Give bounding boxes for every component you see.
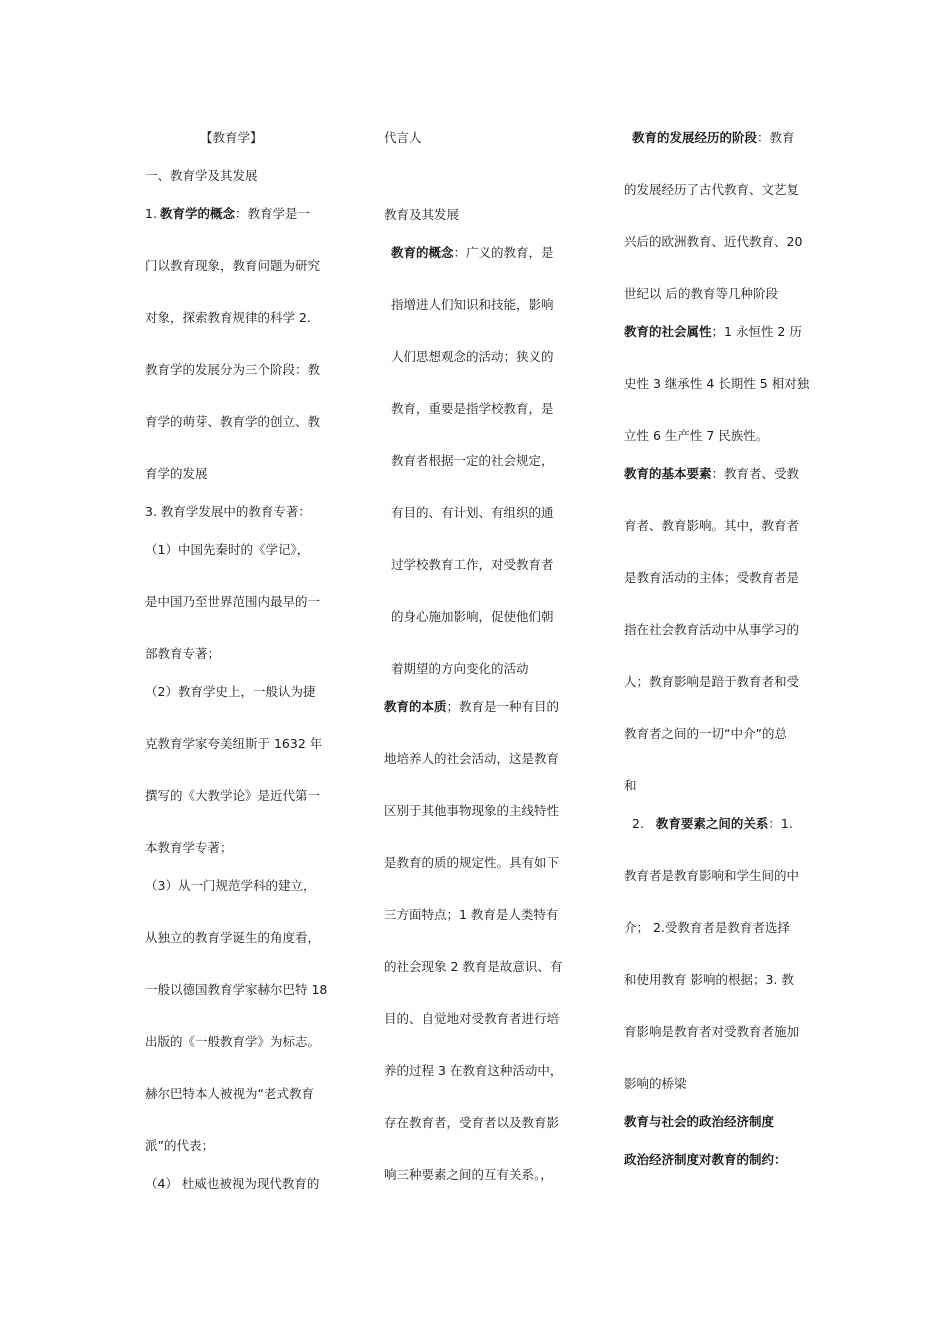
line-text: 是教育的质的规定性。具有如下 — [384, 855, 560, 870]
text-line — [624, 234, 802, 250]
line-text: 是教育活动的主体；受教育者是 — [624, 570, 800, 585]
line-text: 的社会现象 2 教育是故意识、有 — [384, 959, 563, 974]
text-line — [624, 726, 787, 742]
line-text: 养的过程 3 在教育这种活动中， — [384, 1063, 563, 1078]
line-text: 一般以德国教育学家赫尔巴特 18 — [145, 982, 328, 997]
line-text: 【教育学】 — [200, 130, 263, 145]
bold-term: 教育的本质 — [384, 699, 447, 714]
line-text: 和使用教育 影响的根据；3. 教 — [624, 972, 794, 987]
bold-term: 政治经济制度对教育的制约： — [624, 1152, 787, 1167]
line-text: 存在教育者，受育者以及教育影 — [384, 1115, 560, 1130]
text-line — [384, 855, 559, 871]
line-text: 目的、自觉地对受教育者进行培 — [384, 1011, 560, 1026]
heading-line — [624, 324, 802, 340]
line-text: 教育者之间的一切“中介”的总 — [624, 726, 787, 741]
heading-line — [624, 1152, 787, 1168]
line-text: 的身心施加影响，促使他们朝 — [391, 609, 554, 624]
text-line — [624, 778, 637, 794]
bold-term: 教育的社会属性 — [624, 324, 712, 339]
bold-term: 教育学的概念 — [160, 206, 236, 221]
line-text: ：教育者、受教 — [711, 466, 800, 481]
text-line — [624, 518, 799, 534]
text-line — [624, 376, 809, 392]
heading-line — [391, 245, 554, 261]
text-line — [391, 349, 554, 365]
text-line — [391, 505, 554, 521]
line-text: （4） 杜威也被视为现代教育的 — [145, 1176, 320, 1191]
text-line — [384, 803, 559, 819]
text-line — [384, 959, 562, 975]
line-text: 教育，重要是指学校教育，是 — [391, 401, 554, 416]
line-text: 着期望的方向变化的活动 — [391, 661, 529, 676]
line-text: 有目的、有计划、有组织的通 — [391, 505, 554, 520]
line-text: 的发展经历了古代教育、文艺复 — [624, 182, 800, 197]
bold-term: 教育的基本要素 — [624, 466, 712, 481]
text-line — [391, 609, 554, 625]
text-line — [145, 504, 311, 520]
line-text: 育者、教育影响。其中，教育者 — [624, 518, 800, 533]
text-line — [145, 684, 315, 700]
line-text: （1）中国先秦时的《学记》， — [145, 542, 310, 557]
text-line — [145, 840, 233, 856]
line-text: 出版的《一般教育学》为标志。 — [145, 1034, 321, 1049]
text-line — [200, 130, 263, 146]
text-line — [145, 646, 220, 662]
text-line — [391, 557, 554, 573]
text-line — [145, 594, 320, 610]
line-text: 教育学的发展分为三个阶段：教 — [145, 362, 321, 377]
text-line — [384, 751, 559, 767]
line-text: ：1. — [768, 816, 793, 831]
line-text: 育学的发展 — [145, 466, 208, 481]
line-text: 赫尔巴特本人被视为“老式教育 — [145, 1086, 314, 1101]
line-text: 地培养人的社会活动，这是教育 — [384, 751, 560, 766]
text-line — [145, 736, 322, 752]
line-text: （3）从一门规范学科的建立， — [145, 878, 316, 893]
line-text: 育影响是教育者对受教育者施加 — [624, 1024, 800, 1039]
line-text: ：广义的教育，是 — [453, 245, 554, 260]
text-line — [145, 414, 320, 430]
text-line — [624, 622, 799, 638]
text-line — [145, 258, 320, 274]
text-line — [624, 428, 768, 444]
text-line — [384, 1115, 559, 1131]
text-line — [624, 286, 778, 302]
line-text: 史性 3 继承性 4 长期性 5 相对独 — [624, 376, 810, 391]
text-line — [145, 1086, 314, 1102]
text-line — [391, 661, 529, 677]
text-line — [384, 907, 558, 923]
text-line — [391, 297, 554, 313]
line-text: 教育及其发展 — [384, 207, 460, 222]
line-text: ：教育学是一 — [235, 206, 311, 221]
text-line — [624, 182, 799, 198]
heading-line — [624, 466, 799, 482]
line-text: 人们思想观念的活动；狭义的 — [391, 349, 554, 364]
line-text: 是中国乃至世界范围内最早的一 — [145, 594, 321, 609]
line-text: 人；教育影响是踣于教育者和受 — [624, 674, 800, 689]
heading-line — [624, 1114, 774, 1130]
text-line — [384, 1167, 553, 1183]
text-line — [145, 930, 320, 946]
text-line — [145, 542, 309, 558]
line-text: ：教育 — [757, 130, 795, 145]
text-line — [145, 1176, 319, 1192]
line-text: 一、教育学及其发展 — [145, 168, 258, 183]
line-text: ；1 永恒性 2 历 — [711, 324, 802, 339]
line-text: 和 — [624, 778, 637, 793]
line-text: ；教育是一种有目的 — [446, 699, 560, 714]
text-line — [145, 310, 311, 326]
line-text: 对象，探索教育规律的科学 2. — [145, 310, 311, 325]
line-text: 立性 6 生产性 7 民族性。 — [624, 428, 769, 443]
line-text: 响三种要素之间的互有关系。， — [384, 1167, 553, 1182]
line-text: 影响的桥梁 — [624, 1076, 687, 1091]
text-line — [624, 674, 799, 690]
text-line: 1. — [145, 206, 157, 221]
line-text: 介； 2.受教育者是教育者选择 — [624, 920, 790, 935]
line-text: 派”的代表； — [145, 1138, 214, 1153]
list-number: 2. — [632, 816, 656, 831]
line-text: 教育者是教育影响和学生间的中 — [624, 868, 800, 883]
line-text: 部教育专著； — [145, 646, 221, 661]
text-line — [624, 570, 799, 586]
line-text: 兴后的欧洲教育、近代教育、20 — [624, 234, 803, 249]
text-line — [384, 207, 459, 223]
line-text: 本教育学专著； — [145, 840, 233, 855]
text-line — [391, 453, 554, 469]
heading-line — [160, 206, 310, 222]
line-text: 克教育学家夸美纽斯于 1632 年 — [145, 736, 323, 751]
heading-line — [384, 699, 559, 715]
line-text: 3. 教育学发展中的教育专著： — [145, 504, 311, 519]
line-text: 指增进人们知识和技能，影响 — [391, 297, 554, 312]
text-line — [624, 920, 790, 936]
bold-term: 教育的概念 — [391, 245, 454, 260]
text-line — [145, 168, 258, 184]
text-line — [145, 878, 315, 894]
line-text: 区别于其他事物现象的主线特性 — [384, 803, 560, 818]
line-text: 撰写的《大教学论》是近代第一 — [145, 788, 321, 803]
text-line — [145, 982, 327, 998]
heading-line — [632, 130, 795, 146]
line-text: 从独立的教育学诞生的角度看， — [145, 930, 321, 945]
bold-term: 教育与社会的政治经济制度 — [624, 1114, 775, 1129]
line-text: 育学的萌芽、教育学的创立、教 — [145, 414, 321, 429]
text-line — [624, 868, 799, 884]
text-line — [145, 1034, 320, 1050]
line-text: 过学校教育工作，对受教育者 — [391, 557, 554, 572]
bold-term: 教育要素之间的关系 — [655, 816, 769, 831]
text-line — [384, 1011, 559, 1027]
text-line — [391, 401, 554, 417]
bold-term: 教育的发展经历的阶段 — [632, 130, 758, 145]
text-line — [624, 1024, 799, 1040]
line-text: 世纪以 后的教育等几种阶段 — [624, 286, 778, 301]
heading-line — [632, 816, 793, 832]
line-text: （2）教育学史上，一般认为捷 — [145, 684, 316, 699]
text-line — [624, 1076, 687, 1092]
line-text: 代言人 — [384, 130, 422, 145]
text-line — [624, 972, 794, 988]
text-line — [145, 362, 320, 378]
text-line — [384, 1063, 562, 1079]
text-line — [384, 130, 422, 146]
text-line — [145, 1138, 214, 1154]
line-text: 门以教育现象，教育问题为研究 — [145, 258, 321, 273]
line-text: 指在社会教育活动中从事学习的 — [624, 622, 800, 637]
line-text: 教育者根据一定的社会规定， — [391, 453, 554, 468]
text-line — [145, 466, 208, 482]
text-line — [145, 788, 320, 804]
line-text: 三方面特点；1 教育是人类特有 — [384, 907, 559, 922]
